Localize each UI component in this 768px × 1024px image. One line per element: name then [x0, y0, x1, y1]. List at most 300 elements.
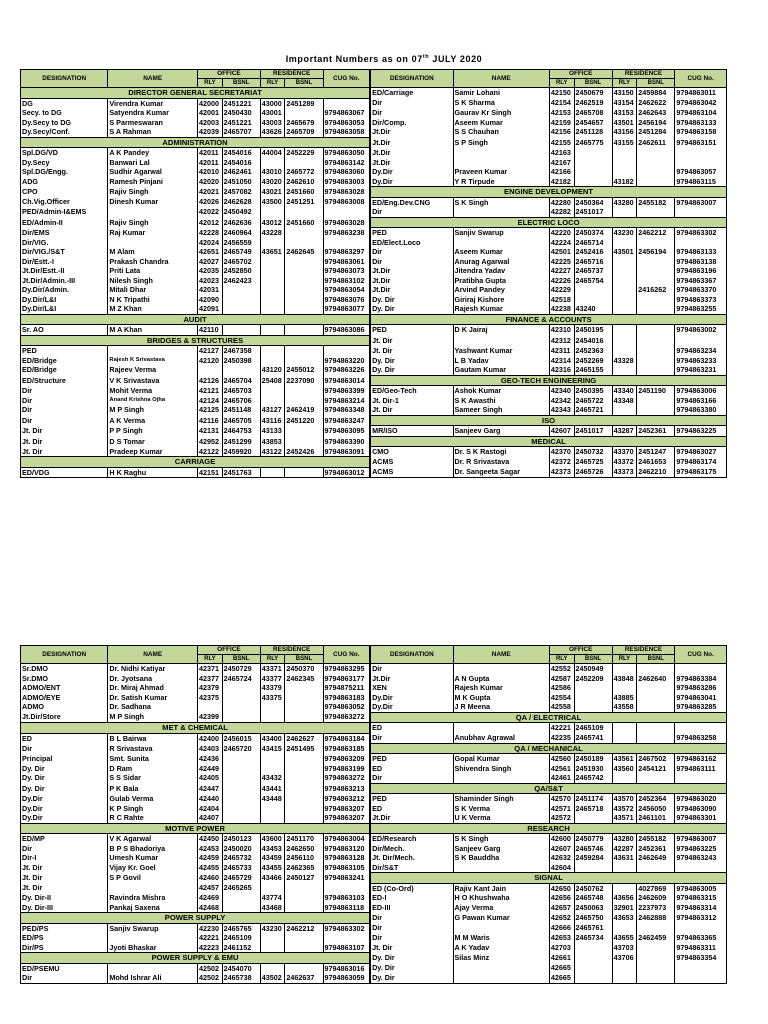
name-cell: Pratibha Gupta — [453, 276, 549, 286]
office-bsnl-cell — [574, 953, 612, 964]
office-bsnl-cell: 2456015 — [222, 733, 260, 743]
residence-bsnl-cell — [637, 167, 675, 177]
name-cell: B L Bairwa — [108, 733, 198, 743]
residence-rly-cell: 43502 — [260, 973, 285, 983]
section-header: QA / MECHANICAL — [370, 743, 726, 754]
name-cell: S K Verma — [453, 804, 549, 814]
name-cell — [108, 963, 198, 973]
office-rly-cell: 42027 — [198, 257, 223, 267]
name-cell: A K Yadav — [453, 943, 549, 953]
office-rly-cell: 42501 — [549, 247, 574, 257]
residence-rly-cell — [612, 257, 637, 267]
name-cell: Smt. Sunita — [108, 754, 198, 764]
residence-rly-cell: 43501 — [612, 247, 637, 257]
cug-cell: 9794863234 — [675, 346, 727, 356]
office-rly-cell: 42450 — [198, 834, 223, 844]
name-cell: K P Singh — [108, 804, 198, 814]
name-cell: Dr. Sangeeta Sagar — [453, 467, 549, 478]
residence-rly-cell — [612, 733, 637, 743]
office-rly-cell: 42154 — [549, 98, 574, 108]
cug-cell: 9794863053 — [323, 118, 370, 128]
cug-cell: 9794863006 — [675, 386, 727, 396]
office-bsnl-cell — [222, 693, 260, 703]
office-rly-cell: 42586 — [549, 683, 574, 693]
section-header: POWER SUPPLY — [21, 913, 371, 924]
name-cell: Sanjeev Garg — [453, 426, 549, 437]
name-cell: Satyendra Kumar — [108, 108, 198, 118]
office-bsnl-cell: 2451763 — [222, 467, 260, 478]
residence-rly-cell — [260, 396, 285, 406]
table-row — [21, 823, 727, 834]
table-row — [21, 375, 727, 386]
name-cell: S K Awasthi — [453, 396, 549, 406]
cug-cell: 9794863348 — [323, 405, 370, 415]
designation-cell: Dy. Dir — [370, 356, 453, 366]
office-bsnl-cell: 2464753 — [222, 426, 260, 437]
cug-cell: 9794863095 — [323, 426, 370, 437]
section-header: SIGNAL — [370, 873, 726, 884]
residence-bsnl-cell — [285, 893, 323, 903]
cug-cell — [675, 973, 727, 983]
designation-cell: Dy. Dir — [370, 973, 453, 983]
name-cell — [453, 973, 549, 983]
designation-cell: ED — [21, 733, 108, 743]
residence-rly-cell: 43122 — [260, 447, 285, 457]
cug-header: CUG No. — [675, 70, 727, 88]
cug-cell: 9794863213 — [323, 783, 370, 794]
residence-bsnl-cell: 2452229 — [285, 148, 323, 158]
residence-rly-cell: 43020 — [260, 177, 285, 187]
cug-cell — [675, 158, 727, 168]
cug-cell: 9794863220 — [323, 356, 370, 366]
office-bsnl-cell: 2465750 — [574, 913, 612, 924]
table-row — [21, 883, 727, 893]
name-cell: Rajiv Singh — [108, 217, 198, 228]
cug-cell: 9794863003 — [323, 177, 370, 187]
residence-bsnl-cell — [637, 405, 675, 415]
cug-cell: 9794863272 — [323, 712, 370, 723]
office-rly-cell: 42604 — [549, 863, 574, 873]
residence-rly-cell: 43371 — [260, 664, 285, 674]
cug-cell: 9794863285 — [675, 702, 727, 712]
residence-bsnl-cell: 2462640 — [637, 674, 675, 684]
residence-rly-cell — [612, 773, 637, 783]
residence-rly-cell: 43370 — [612, 447, 637, 457]
name-cell — [108, 883, 198, 893]
designation-cell: Dir — [370, 207, 453, 217]
office-bsnl-cell: 2451174 — [574, 794, 612, 804]
office-rly-cell: 42343 — [549, 405, 574, 415]
name-cell — [453, 963, 549, 973]
residence-rly-cell: 43228 — [260, 228, 285, 238]
office-bsnl-cell: 2450492 — [222, 207, 260, 217]
office-bsnl-cell: 2450123 — [222, 834, 260, 844]
office-rly-cell: 42554 — [549, 693, 574, 703]
table-row — [21, 664, 727, 674]
designation-cell: Dy. Dir — [370, 963, 453, 973]
section-header: ENGINE DEVELOPMENT — [370, 187, 726, 198]
cug-cell: 9794863076 — [323, 295, 370, 305]
table-row — [21, 238, 727, 248]
cug-cell: 9794863027 — [675, 447, 727, 457]
designation-cell: Dir — [21, 386, 108, 396]
residence-rly-cell: 43155 — [612, 137, 637, 148]
rly-header: RLY — [198, 79, 223, 88]
name-cell: R Srivastava — [108, 743, 198, 754]
office-bsnl-cell: 2465155 — [574, 365, 612, 375]
office-rly-cell: 42003 — [198, 118, 223, 128]
residence-bsnl-cell: 2462611 — [637, 137, 675, 148]
name-cell: Mitali Dhar — [108, 285, 198, 295]
cug-cell: 9794863111 — [675, 764, 727, 774]
office-bsnl-cell: 2450729 — [222, 664, 260, 674]
name-cell: Priti Lata — [108, 266, 198, 276]
office-bsnl-cell: 2451299 — [222, 436, 260, 447]
residence-rly-cell — [612, 405, 637, 415]
residence-rly-cell: 43230 — [260, 923, 285, 933]
table-row — [21, 386, 727, 396]
residence-bsnl-cell: 2455182 — [637, 197, 675, 207]
cug-cell: 9794863174 — [675, 457, 727, 468]
residence-bsnl-cell: 2452364 — [637, 794, 675, 804]
designation-cell: Dir — [370, 923, 453, 933]
office-rly-cell: 42125 — [198, 405, 223, 415]
office-bsnl-cell: 2450949 — [574, 664, 612, 674]
residence-rly-cell — [260, 467, 285, 478]
cug-cell: 9794863207 — [323, 804, 370, 814]
residence-bsnl-cell — [285, 804, 323, 814]
office-rly-cell: 42110 — [198, 325, 223, 336]
office-rly-cell: 42449 — [198, 764, 223, 774]
table-row — [21, 783, 727, 794]
office-rly-cell: 42182 — [549, 177, 574, 187]
office-rly-cell: 42230 — [198, 923, 223, 933]
cug-cell: 9794863302 — [323, 923, 370, 933]
name-cell: B P S Bhadoriya — [108, 844, 198, 854]
residence-bsnl-cell — [637, 863, 675, 873]
office-bsnl-cell: 2452269 — [574, 356, 612, 366]
office-bsnl-cell — [574, 813, 612, 823]
table-row — [21, 257, 727, 267]
name-cell: P K Bala — [108, 783, 198, 794]
residence-bsnl-cell: 2462609 — [637, 893, 675, 903]
office-bsnl-cell — [574, 148, 612, 158]
residence-bsnl-cell — [285, 276, 323, 286]
designation-cell: Dir/VIG./S&T — [21, 247, 108, 257]
cug-cell: 9794863059 — [323, 973, 370, 983]
office-rly-cell: 42652 — [549, 913, 574, 924]
cug-cell: 9794863050 — [323, 148, 370, 158]
name-cell: Ashok Kumar — [453, 386, 549, 396]
name-cell: P P Singh — [108, 426, 198, 437]
designation-cell: Dir — [21, 415, 108, 426]
cug-header: CUG No. — [675, 646, 727, 664]
office-rly-cell: 42375 — [198, 693, 223, 703]
residence-rly-cell: 43432 — [260, 773, 285, 783]
designation-cell: PED/PS — [21, 923, 108, 933]
name-cell: S Parmeswaran — [108, 118, 198, 128]
bsnl-header: BSNL — [637, 79, 675, 88]
residence-rly-cell: 43459 — [260, 853, 285, 863]
cug-cell: 9794863058 — [323, 127, 370, 137]
office-rly-cell: 42090 — [198, 295, 223, 305]
designation-cell: Dir — [370, 257, 453, 267]
residence-bsnl-cell: 2450370 — [285, 664, 323, 674]
residence-rly-cell: 43120 — [260, 365, 285, 375]
residence-rly-cell — [612, 883, 637, 893]
residence-rly-cell: 43328 — [612, 356, 637, 366]
residence-rly-cell: 43012 — [260, 217, 285, 228]
residence-bsnl-cell — [285, 207, 323, 217]
table-row — [21, 863, 727, 873]
table-row — [21, 913, 727, 924]
name-cell — [108, 933, 198, 943]
name-cell: A K Pandey — [108, 148, 198, 158]
cug-cell: 9794875211 — [323, 683, 370, 693]
name-cell: Silas Minz — [453, 953, 549, 964]
designation-cell: Principal — [21, 754, 108, 764]
designation-cell: Sr.DMO — [21, 664, 108, 674]
table-row — [21, 693, 727, 703]
designation-cell: ADG — [21, 177, 108, 187]
designation-cell: ED/PSEMU — [21, 963, 108, 973]
name-cell: A K Verma — [108, 415, 198, 426]
office-bsnl-cell: 2451017 — [574, 426, 612, 437]
section-header: ADMINISTRATION — [21, 137, 371, 148]
residence-rly-cell — [260, 386, 285, 396]
office-rly-cell: 42156 — [549, 127, 574, 137]
office-bsnl-cell: 2465706 — [222, 396, 260, 406]
office-rly-cell: 42552 — [549, 664, 574, 674]
office-header: OFFICE — [198, 70, 261, 79]
office-rly-cell: 42656 — [549, 893, 574, 903]
residence-bsnl-cell — [285, 426, 323, 437]
office-bsnl-cell: 2454016 — [574, 335, 612, 346]
residence-bsnl-cell: 2450127 — [285, 873, 323, 884]
office-bsnl-cell: 2451128 — [574, 127, 612, 137]
cug-cell: 9794863354 — [675, 953, 727, 964]
designation-cell: Dy.Dir — [370, 167, 453, 177]
table-row — [21, 118, 727, 128]
name-cell — [453, 238, 549, 248]
office-rly-cell: 42558 — [549, 702, 574, 712]
cug-cell: 9794863128 — [323, 853, 370, 863]
name-cell: H K Raghu — [108, 467, 198, 478]
cug-cell: 9794863207 — [323, 813, 370, 823]
office-bsnl-cell: 2465775 — [574, 137, 612, 148]
designation-cell: Dir — [370, 733, 453, 743]
office-rly-cell: 42235 — [549, 733, 574, 743]
office-rly-cell: 42650 — [549, 883, 574, 893]
cug-cell: 9794863104 — [675, 108, 727, 118]
residence-rly-cell — [260, 754, 285, 764]
designation-cell: ED/Structure — [21, 375, 108, 386]
residence-bsnl-cell: 2459884 — [637, 88, 675, 99]
residence-rly-cell: 43348 — [612, 396, 637, 406]
residence-rly-cell: 43448 — [260, 794, 285, 804]
office-bsnl-cell: 2450020 — [222, 844, 260, 854]
residence-bsnl-cell — [637, 148, 675, 158]
residence-bsnl-cell — [637, 664, 675, 674]
cug-header: CUG No. — [323, 70, 370, 88]
designation-cell: Jt.Dir — [370, 813, 453, 823]
cug-cell: 9794863138 — [675, 257, 727, 267]
office-rly-cell: 42372 — [549, 457, 574, 468]
name-cell: Anand Krishna Ojha — [108, 396, 198, 406]
table-row — [21, 743, 727, 754]
designation-cell: Jt. Dir — [21, 447, 108, 457]
designation-cell: Secy. to DG — [21, 108, 108, 118]
office-bsnl-cell — [222, 683, 260, 693]
office-bsnl-cell: 2452363 — [574, 346, 612, 356]
designation-cell: Dy.Dir — [370, 177, 453, 187]
residence-bsnl-cell — [285, 783, 323, 794]
office-bsnl-cell: 2467358 — [222, 346, 260, 356]
office-bsnl-cell: 2452850 — [222, 266, 260, 276]
rly-header: RLY — [612, 79, 637, 88]
residence-rly-cell: 43156 — [612, 127, 637, 137]
residence-bsnl-cell: 2455182 — [637, 834, 675, 844]
cug-cell: 9794863312 — [675, 913, 727, 924]
office-rly-cell: 42039 — [198, 127, 223, 137]
office-rly-cell: 42122 — [198, 447, 223, 457]
residence-bsnl-cell — [285, 158, 323, 168]
office-bsnl-cell — [222, 295, 260, 305]
office-rly-cell: 42010 — [198, 167, 223, 177]
office-rly-cell: 42024 — [198, 238, 223, 248]
office-rly-cell: 42031 — [198, 285, 223, 295]
residence-rly-cell — [612, 207, 637, 217]
designation-cell: Dir — [21, 743, 108, 754]
designation-cell: Jt. Dir — [21, 873, 108, 884]
office-bsnl-cell: 2465724 — [222, 674, 260, 684]
residence-bsnl-cell: 2462888 — [637, 913, 675, 924]
residence-header: RESIDENCE — [612, 70, 675, 79]
table-row — [21, 197, 727, 207]
office-bsnl-cell: 43240 — [574, 304, 612, 314]
office-bsnl-cell: 2462519 — [574, 98, 612, 108]
section-header: DIRECTOR GENERAL SECRETARIAT — [21, 88, 371, 99]
office-bsnl-cell: 2465722 — [574, 396, 612, 406]
cug-cell: 9794863243 — [675, 853, 727, 863]
rly-header: RLY — [549, 655, 574, 664]
residence-rly-cell — [260, 804, 285, 814]
designation-cell: Jt. Dir — [21, 883, 108, 893]
residence-rly-cell: 43154 — [612, 98, 637, 108]
section-header: FINANCE & ACCOUNTS — [370, 314, 726, 325]
name-cell: Sameer Singh — [453, 405, 549, 415]
office-bsnl-cell: 2451221 — [222, 118, 260, 128]
designation-cell: Jt.Dir — [370, 148, 453, 158]
residence-rly-cell: 43375 — [260, 693, 285, 703]
section-header: ISO — [370, 415, 726, 426]
name-cell: Mohd Ishrar Ali — [108, 973, 198, 983]
residence-rly-cell: 43558 — [612, 702, 637, 712]
cug-cell: 9794863373 — [675, 295, 727, 305]
residence-bsnl-cell — [285, 794, 323, 804]
table-row — [21, 137, 727, 148]
office-rly-cell: 42151 — [198, 467, 223, 478]
residence-rly-cell: 43853 — [260, 436, 285, 447]
cug-cell: 9794863196 — [675, 266, 727, 276]
office-bsnl-cell: 2465718 — [574, 804, 612, 814]
cug-cell: 9794863302 — [675, 228, 727, 238]
cug-cell: 9794863020 — [675, 794, 727, 804]
residence-bsnl-cell — [285, 943, 323, 953]
table-row — [21, 794, 727, 804]
office-bsnl-cell — [574, 158, 612, 168]
cug-cell: 9794863247 — [323, 415, 370, 426]
office-rly-cell: 42461 — [549, 773, 574, 783]
name-cell: Arvind Pandey — [453, 285, 549, 295]
office-bsnl-cell — [574, 285, 612, 295]
office-bsnl-cell: 2462461 — [222, 167, 260, 177]
residence-rly-cell: 43455 — [260, 863, 285, 873]
table-row — [21, 158, 727, 168]
designation-cell: Dir — [370, 98, 453, 108]
office-bsnl-cell — [222, 712, 260, 723]
name-cell: J R Meena — [453, 702, 549, 712]
office-bsnl-cell: 2462423 — [222, 276, 260, 286]
cug-cell: 9794863295 — [323, 664, 370, 674]
designation-header: DESIGNATION — [370, 646, 453, 664]
residence-bsnl-cell — [285, 963, 323, 973]
designation-cell: Spl.DG/Engg. — [21, 167, 108, 177]
residence-rly-cell: 43280 — [612, 834, 637, 844]
name-cell: Rajesh Kumar — [453, 304, 549, 314]
residence-rly-cell — [260, 295, 285, 305]
cug-cell: 9794863012 — [323, 467, 370, 478]
designation-cell: PED — [370, 794, 453, 804]
name-cell: M Z Khan — [108, 304, 198, 314]
designation-cell: PED — [21, 346, 108, 356]
residence-bsnl-cell — [285, 356, 323, 366]
designation-header: DESIGNATION — [21, 646, 108, 664]
residence-rly-cell — [260, 764, 285, 774]
office-rly-cell: 42314 — [549, 356, 574, 366]
table-row — [21, 853, 727, 863]
name-cell: Dr. Miraj Ahmad — [108, 683, 198, 693]
residence-rly-cell — [612, 285, 637, 295]
table-row — [21, 177, 727, 187]
residence-rly-cell — [612, 664, 637, 674]
residence-rly-cell: 43885 — [612, 693, 637, 703]
office-rly-cell: 42587 — [549, 674, 574, 684]
office-bsnl-cell: 2465741 — [574, 733, 612, 743]
designation-cell: ED/Admin-II — [21, 217, 108, 228]
table-row — [21, 813, 727, 823]
designation-cell: Jt.Dir — [370, 266, 453, 276]
residence-bsnl-cell: 2461101 — [637, 813, 675, 823]
table-row — [21, 447, 727, 457]
office-rly-cell: 42035 — [198, 266, 223, 276]
name-cell: Rajesh K Srivastava — [108, 356, 198, 366]
designation-cell: Jt.Dir — [370, 674, 453, 684]
residence-rly-cell: 43441 — [260, 783, 285, 794]
office-rly-cell: 42280 — [549, 197, 574, 207]
office-rly-cell: 42632 — [549, 853, 574, 863]
office-bsnl-cell: 2465732 — [222, 853, 260, 863]
office-rly-cell: 42116 — [198, 415, 223, 426]
office-rly-cell: 42502 — [198, 963, 223, 973]
section-header: QA / ELECTRICAL — [370, 712, 726, 723]
office-rly-cell: 42371 — [198, 664, 223, 674]
name-cell: Dr. Nidhi Katiyar — [108, 664, 198, 674]
cug-cell: 9794863133 — [675, 247, 727, 257]
office-bsnl-cell: 2451050 — [222, 177, 260, 187]
designation-cell: CPO — [21, 187, 108, 198]
cug-cell: 9794863103 — [323, 893, 370, 903]
